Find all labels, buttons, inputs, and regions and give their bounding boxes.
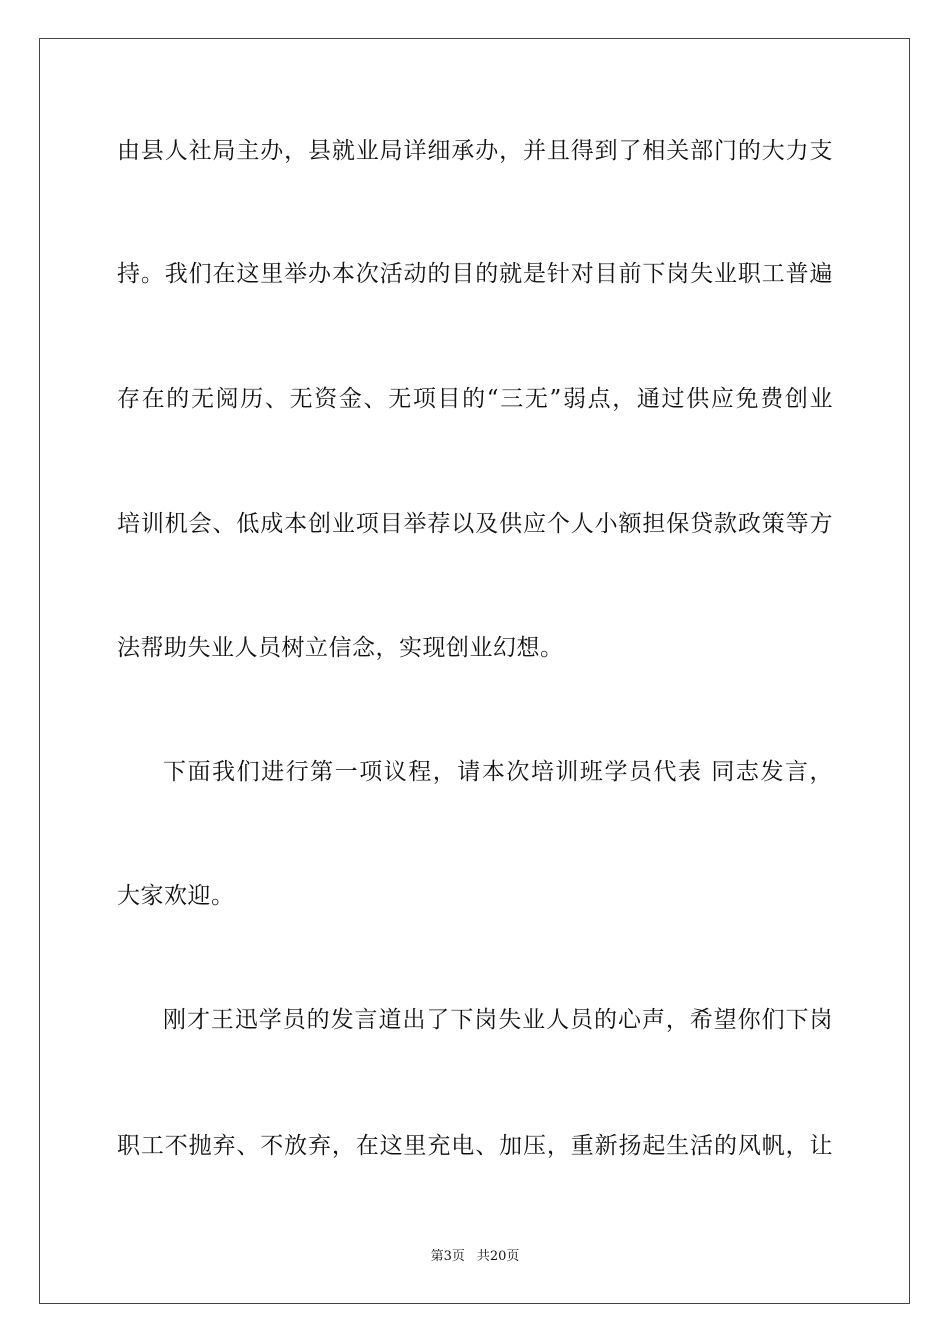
page-total: 共20页 — [476, 1249, 520, 1264]
page-number: 第3页 — [430, 1249, 465, 1264]
body-text-line-3: 存在的无阅历、无资金、无项目的“三无”弱点，通过供应免费创业 — [117, 386, 833, 412]
body-text-line-1: 由县人社局主办，县就业局详细承办，并且得到了相关部门的大力支 — [117, 138, 833, 164]
body-text-line-8: 刚才王迅学员的发言道出了下岗失业人员的心声，希望你们下岗 — [163, 1007, 833, 1033]
body-text-line-9: 职工不抛弃、不放弃，在这里充电、加压，重新扬起生活的风帆，让 — [117, 1133, 833, 1159]
page-border — [39, 38, 910, 1304]
body-text-line-6: 下面我们进行第一项议程，请本次培训班学员代表 同志发言， — [163, 759, 833, 785]
body-text-line-2: 持。我们在这里举办本次活动的目的就是针对目前下岗失业职工普遍 — [117, 261, 833, 287]
body-text-line-5: 法帮助失业人员树立信念，实现创业幻想。 — [117, 635, 564, 661]
body-text-line-4: 培训机会、低成本创业项目举荐以及供应个人小额担保贷款政策等方 — [117, 511, 833, 537]
page-footer — [0, 1248, 950, 1266]
body-text-line-7: 大家欢迎。 — [117, 883, 235, 909]
